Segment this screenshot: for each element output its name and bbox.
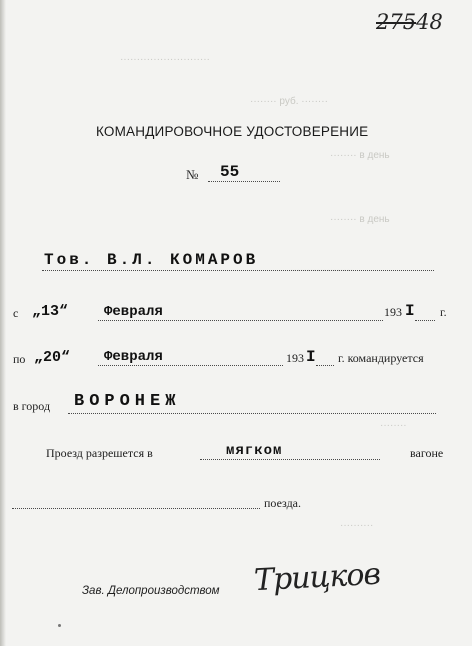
travel-prefix: Проезд разрешется в	[46, 446, 153, 460]
bleed-through-text: ···················	[290, 265, 354, 276]
from-year-dotted-line	[415, 320, 435, 321]
city-name: ВОРОНЕЖ	[74, 392, 181, 411]
from-day: „13“	[32, 303, 69, 320]
from-year-prefix: 193	[384, 305, 402, 319]
person-name: Тов. В.Л. КОМАРОВ	[44, 251, 259, 269]
carriage-class: мягком	[226, 443, 283, 459]
from-year-suffix: г.	[440, 305, 447, 319]
paper-speck	[58, 624, 61, 627]
to-day: „20“	[34, 349, 71, 366]
signature: Трицков	[253, 556, 381, 599]
to-year-prefix: 193	[286, 351, 304, 365]
bleed-through-text: ···························	[120, 54, 210, 65]
signatory-title: Зав. Делопроизводством	[82, 585, 220, 597]
scan-edge-shadow	[0, 0, 6, 646]
archive-number-written: 48	[416, 10, 443, 34]
train-dotted-line	[12, 508, 260, 509]
city-prefix: в город	[13, 399, 51, 413]
to-prefix: по	[13, 352, 26, 366]
person-dotted-line	[42, 270, 434, 271]
bleed-through-text: ········ в день	[330, 150, 390, 161]
to-year-dotted-line	[316, 365, 334, 366]
city-dotted-line	[68, 413, 436, 414]
carriage-dotted-line	[200, 459, 380, 460]
bleed-through-text: ········	[380, 420, 407, 431]
to-month-dotted-line	[98, 365, 283, 366]
bleed-through-text: ········ руб. ········	[250, 96, 328, 107]
train-suffix: поезда.	[264, 496, 301, 510]
from-year-digit: I	[405, 302, 415, 320]
number-dotted-line	[208, 181, 280, 182]
travel-suffix: вагоне	[410, 446, 444, 460]
archive-number-struck: 275	[376, 10, 417, 34]
document-title: КОМАНДИРОВОЧНОЕ УДОСТОВЕРЕНИЕ	[96, 124, 369, 139]
archive-number	[376, 10, 443, 34]
to-year-suffix: г. командируется	[338, 351, 424, 365]
from-month-dotted-line	[98, 320, 383, 321]
bleed-through-text: ········ в день	[330, 214, 390, 225]
from-prefix: с	[13, 306, 19, 320]
to-year-digit: I	[306, 348, 316, 366]
to-month: Февраля	[104, 349, 163, 365]
number-label: №	[186, 167, 199, 182]
bleed-through-text: ··········	[340, 520, 374, 531]
certificate-number: 55	[220, 163, 240, 181]
from-month: Февраля	[104, 304, 163, 320]
